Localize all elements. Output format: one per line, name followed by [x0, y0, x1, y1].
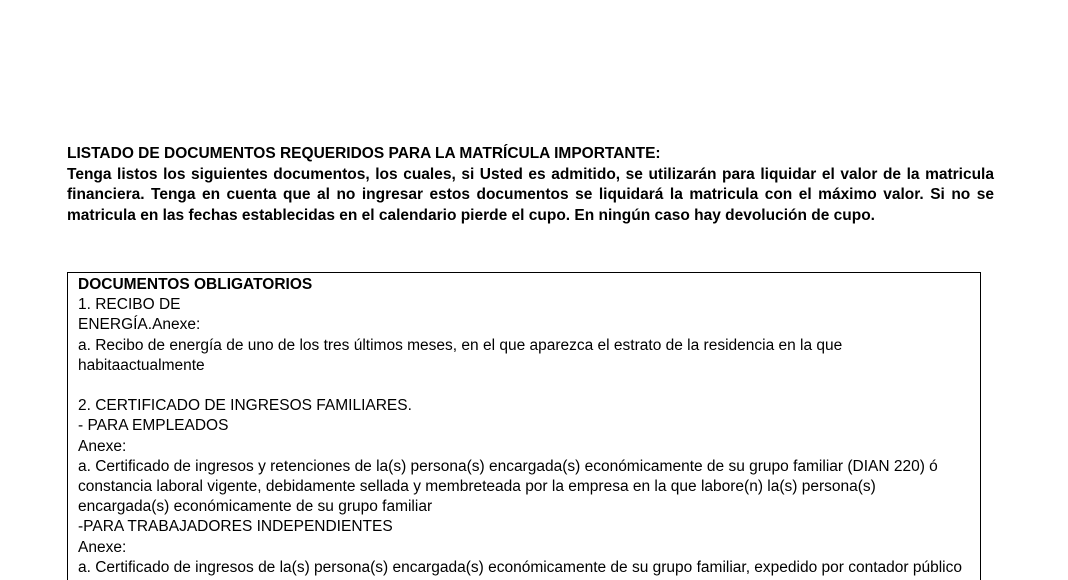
employees-label: - PARA EMPLEADOS — [78, 417, 229, 435]
item2-title: 2. CERTIFICADO DE INGRESOS FAMILIARES. — [78, 397, 412, 415]
independent-label: -PARA TRABAJADORES INDEPENDIENTES — [78, 518, 393, 536]
item1-title-line2: ENERGÍA.Anexe: — [78, 316, 201, 334]
intro-paragraph: Tenga listos los siguientes documentos, los cuales, si Usted es admitido, se utilizarán para liquidar el valor de la matricula financiera. Tenga en cuenta que al no ingresar estos documentos se liquidará la matricula con el máximo valor. Si no se matricula en las fechas establecidas en el calendario pierde el cupo. En ningún caso hay devolución de cupo. — [67, 165, 994, 224]
independent-description: a. Certificado de ingresos de la(s) persona(s) encargada(s) económicamente de su grupo familiar, expedido por contador público — [78, 558, 962, 576]
intro-section — [67, 144, 994, 226]
box-title: DOCUMENTOS OBLIGATORIOS — [78, 276, 313, 293]
employees-description: a. Certificado de ingresos y retenciones de la(s) persona(s) encargada(s) económicamente de su grupo familiar (DIAN 220) ó constancia laboral vigente, debidamente sellada y membreteada por la empresa en la que labore(n) la(s) persona(s) encargada(s) económicamente de su grupo familiar — [78, 457, 938, 516]
item1-description: a. Recibo de energía de uno de los tres últimos meses, en el que aparezca el estrato de la residencia en la que habitaactualmente — [78, 336, 843, 374]
spacer — [78, 376, 970, 396]
independent-anexe: Anexe: — [78, 538, 127, 556]
employees-anexe: Anexe: — [78, 437, 127, 455]
item1-title-line1: 1. RECIBO DE — [78, 296, 181, 314]
required-documents-box — [67, 272, 981, 580]
document-heading: LISTADO DE DOCUMENTOS REQUERIDOS PARA LA MATRÍCULA IMPORTANTE: — [67, 145, 661, 162]
